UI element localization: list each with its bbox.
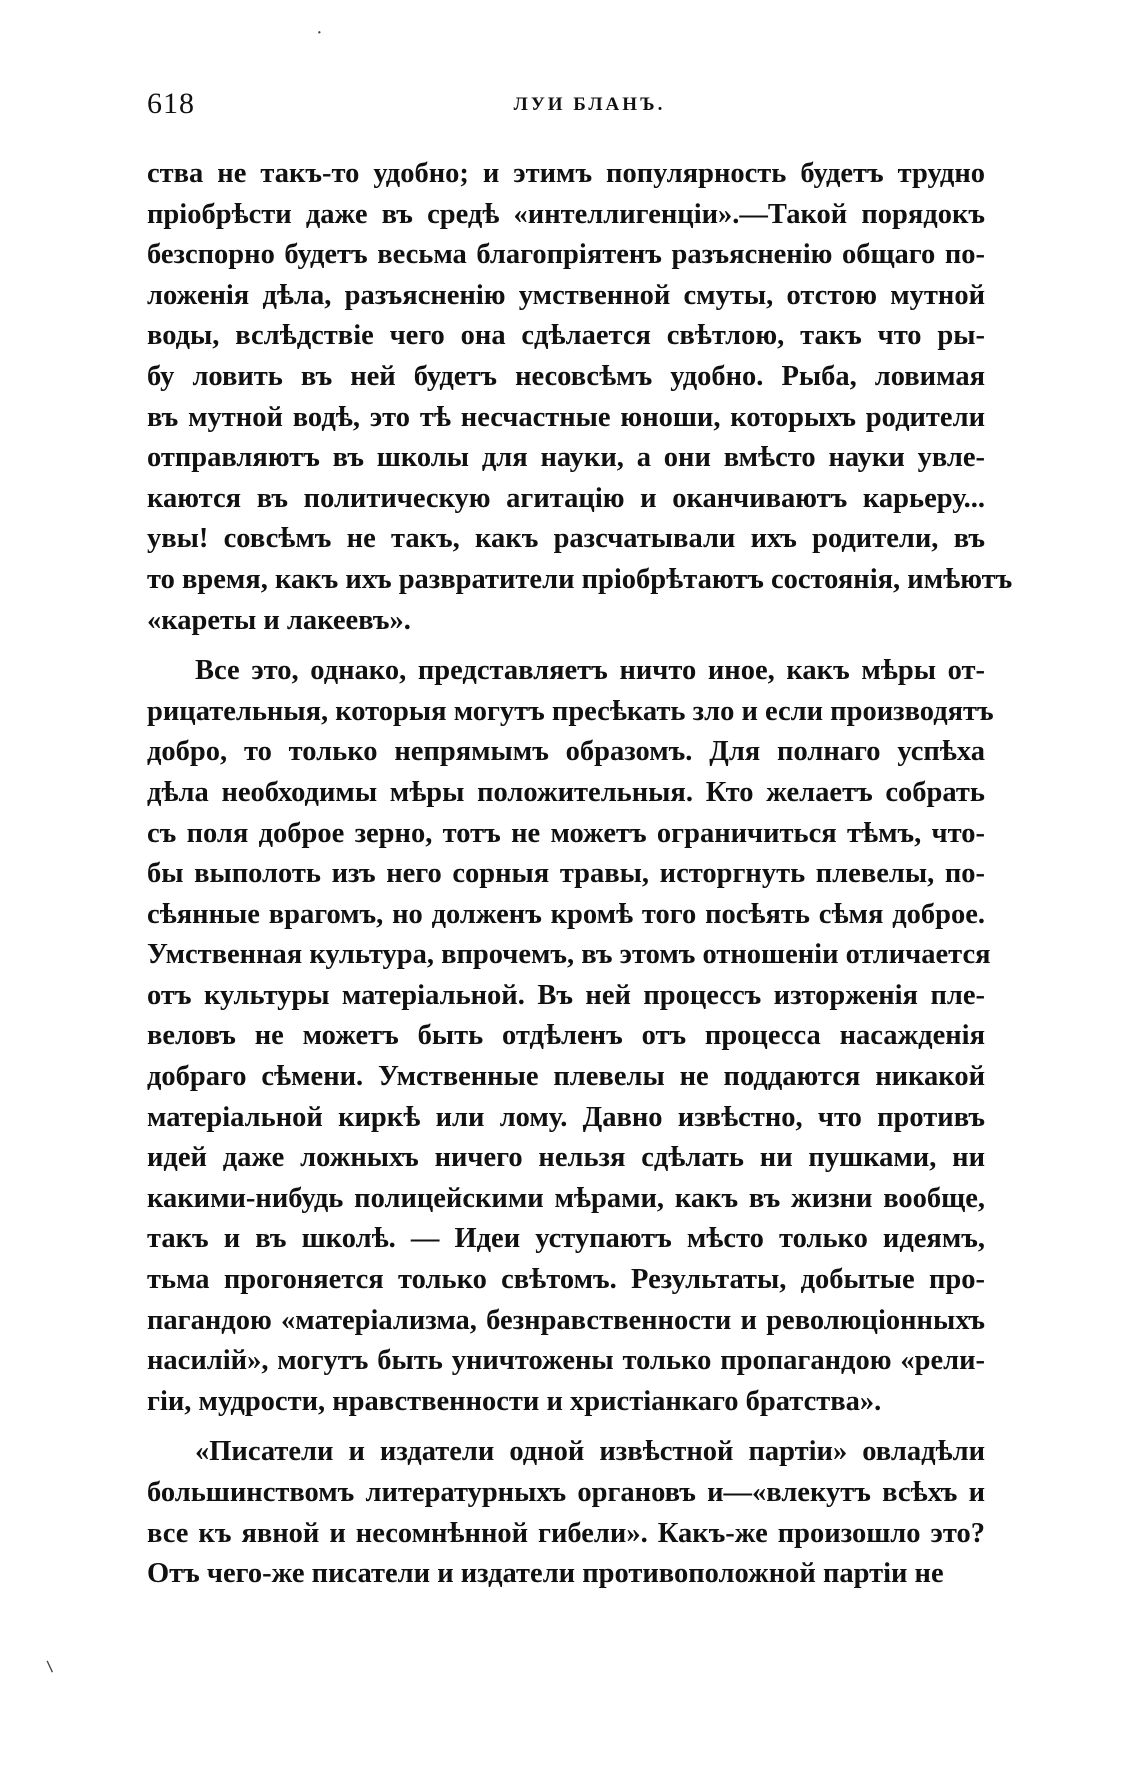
text-line: матеріальной киркѣ или лому. Давно извѣстно, что противъ	[147, 1101, 985, 1133]
text-line: «Писатели и издатели одной извѣстной партіи» овладѣли	[195, 1436, 985, 1468]
text-line: идей даже ложныхъ ничего нельзя сдѣлать ни пушками, ни	[147, 1142, 985, 1174]
text-line: рицательныя, которыя могутъ пресѣкать зло и если производятъ	[147, 695, 994, 727]
text-line: насилій», могутъ быть уничтожены только пропагандою «рели-	[147, 1345, 985, 1377]
text-line: Умственная культура, впрочемъ, въ этомъ отношеніи отличается	[147, 939, 991, 971]
text-line: безспорно будетъ весьма благопріятенъ разъясненію общаго по-	[147, 239, 985, 271]
text-line: съ поля доброе зерно, тотъ не можетъ ограничиться тѣмъ, что-	[147, 817, 985, 849]
text-line: каются въ политическую агитацію и оканчиваютъ карьеру...	[147, 482, 985, 514]
text-line: пріобрѣсти даже въ средѣ «интеллигенціи».—Такой порядокъ	[147, 198, 985, 230]
text-line: гіи, мудрости, нравственности и христіанкаго братства».	[147, 1385, 882, 1417]
text-line: тьма прогоняется только свѣтомъ. Результаты, добытые про-	[147, 1264, 985, 1296]
text-line: добро, то только непрямымъ образомъ. Для полнаго успѣха	[147, 736, 985, 768]
text-line: пагандою «матеріализма, безнравственности и революціонныхъ	[147, 1304, 985, 1336]
text-line: увы! совсѣмъ не такъ, какъ разсчатывали ихъ родители, въ	[147, 523, 985, 555]
print-speck: ⸌	[36, 1655, 60, 1688]
text-line: «кареты и лакеевъ».	[147, 604, 411, 636]
text-line: Отъ чего-же писатели и издатели противоположной партіи не	[147, 1558, 944, 1590]
text-line: то время, какъ ихъ развратители пріобрѣтаютъ состоянія, имѣютъ	[147, 563, 1013, 595]
text-line: все къ явной и несомнѣнной гибели». Какъ-же произошло это?	[147, 1517, 985, 1549]
running-head	[147, 84, 992, 124]
text-line: добраго сѣмени. Умственные плевелы не поддаются никакой	[147, 1061, 985, 1093]
text-line: бы выполоть изъ него сорныя травы, исторгнуть плевелы, по-	[147, 858, 985, 890]
text-line: такъ и въ школѣ. — Идеи уступаютъ мѣсто только идеямъ,	[147, 1223, 985, 1255]
paragraph	[147, 651, 994, 1422]
text-line: Все это, однако, представляетъ ничто иное, какъ мѣры от-	[195, 655, 985, 687]
text-line: въ мутной водѣ, это тѣ несчастные юноши, которыхъ родители	[147, 401, 985, 433]
text-line: ложенія дѣла, разъясненію умственной смуты, отстою мутной	[147, 279, 985, 311]
paragraph	[147, 1432, 985, 1594]
text-line: какими-нибудь полицейскими мѣрами, какъ въ жизни вообще,	[147, 1182, 985, 1214]
text-line: большинствомъ литературныхъ органовъ и—«влекутъ всѣхъ и	[147, 1477, 985, 1508]
body-text	[147, 154, 1013, 1595]
text-line: ства не такъ-то удобно; и этимъ популярность будетъ трудно	[147, 158, 985, 189]
text-line: веловъ не можетъ быть отдѣленъ отъ процесса насажденія	[147, 1020, 985, 1052]
page-number: 618	[147, 87, 195, 120]
text-line: дѣла необходимы мѣры положительныя. Кто желаетъ собрать	[147, 776, 985, 808]
text-line: бу ловить въ ней будетъ несовсѣмъ удобно. Рыба, ловимая	[147, 360, 985, 392]
paragraph	[147, 154, 1013, 641]
text-line: отправляютъ въ школы для науки, а они вмѣсто науки увле-	[147, 442, 985, 474]
print-speck: ·	[316, 22, 323, 44]
running-title: ЛУИ БЛАНЪ.	[513, 94, 666, 115]
text-line: сѣянные врагомъ, но долженъ кромѣ того посѣять сѣмя доброе.	[147, 898, 985, 930]
text-line: отъ культуры матеріальной. Въ ней процессъ изторженія пле-	[147, 979, 985, 1011]
text-line: воды, вслѣдствіе чего она сдѣлается свѣтлою, такъ что ры-	[147, 320, 985, 352]
